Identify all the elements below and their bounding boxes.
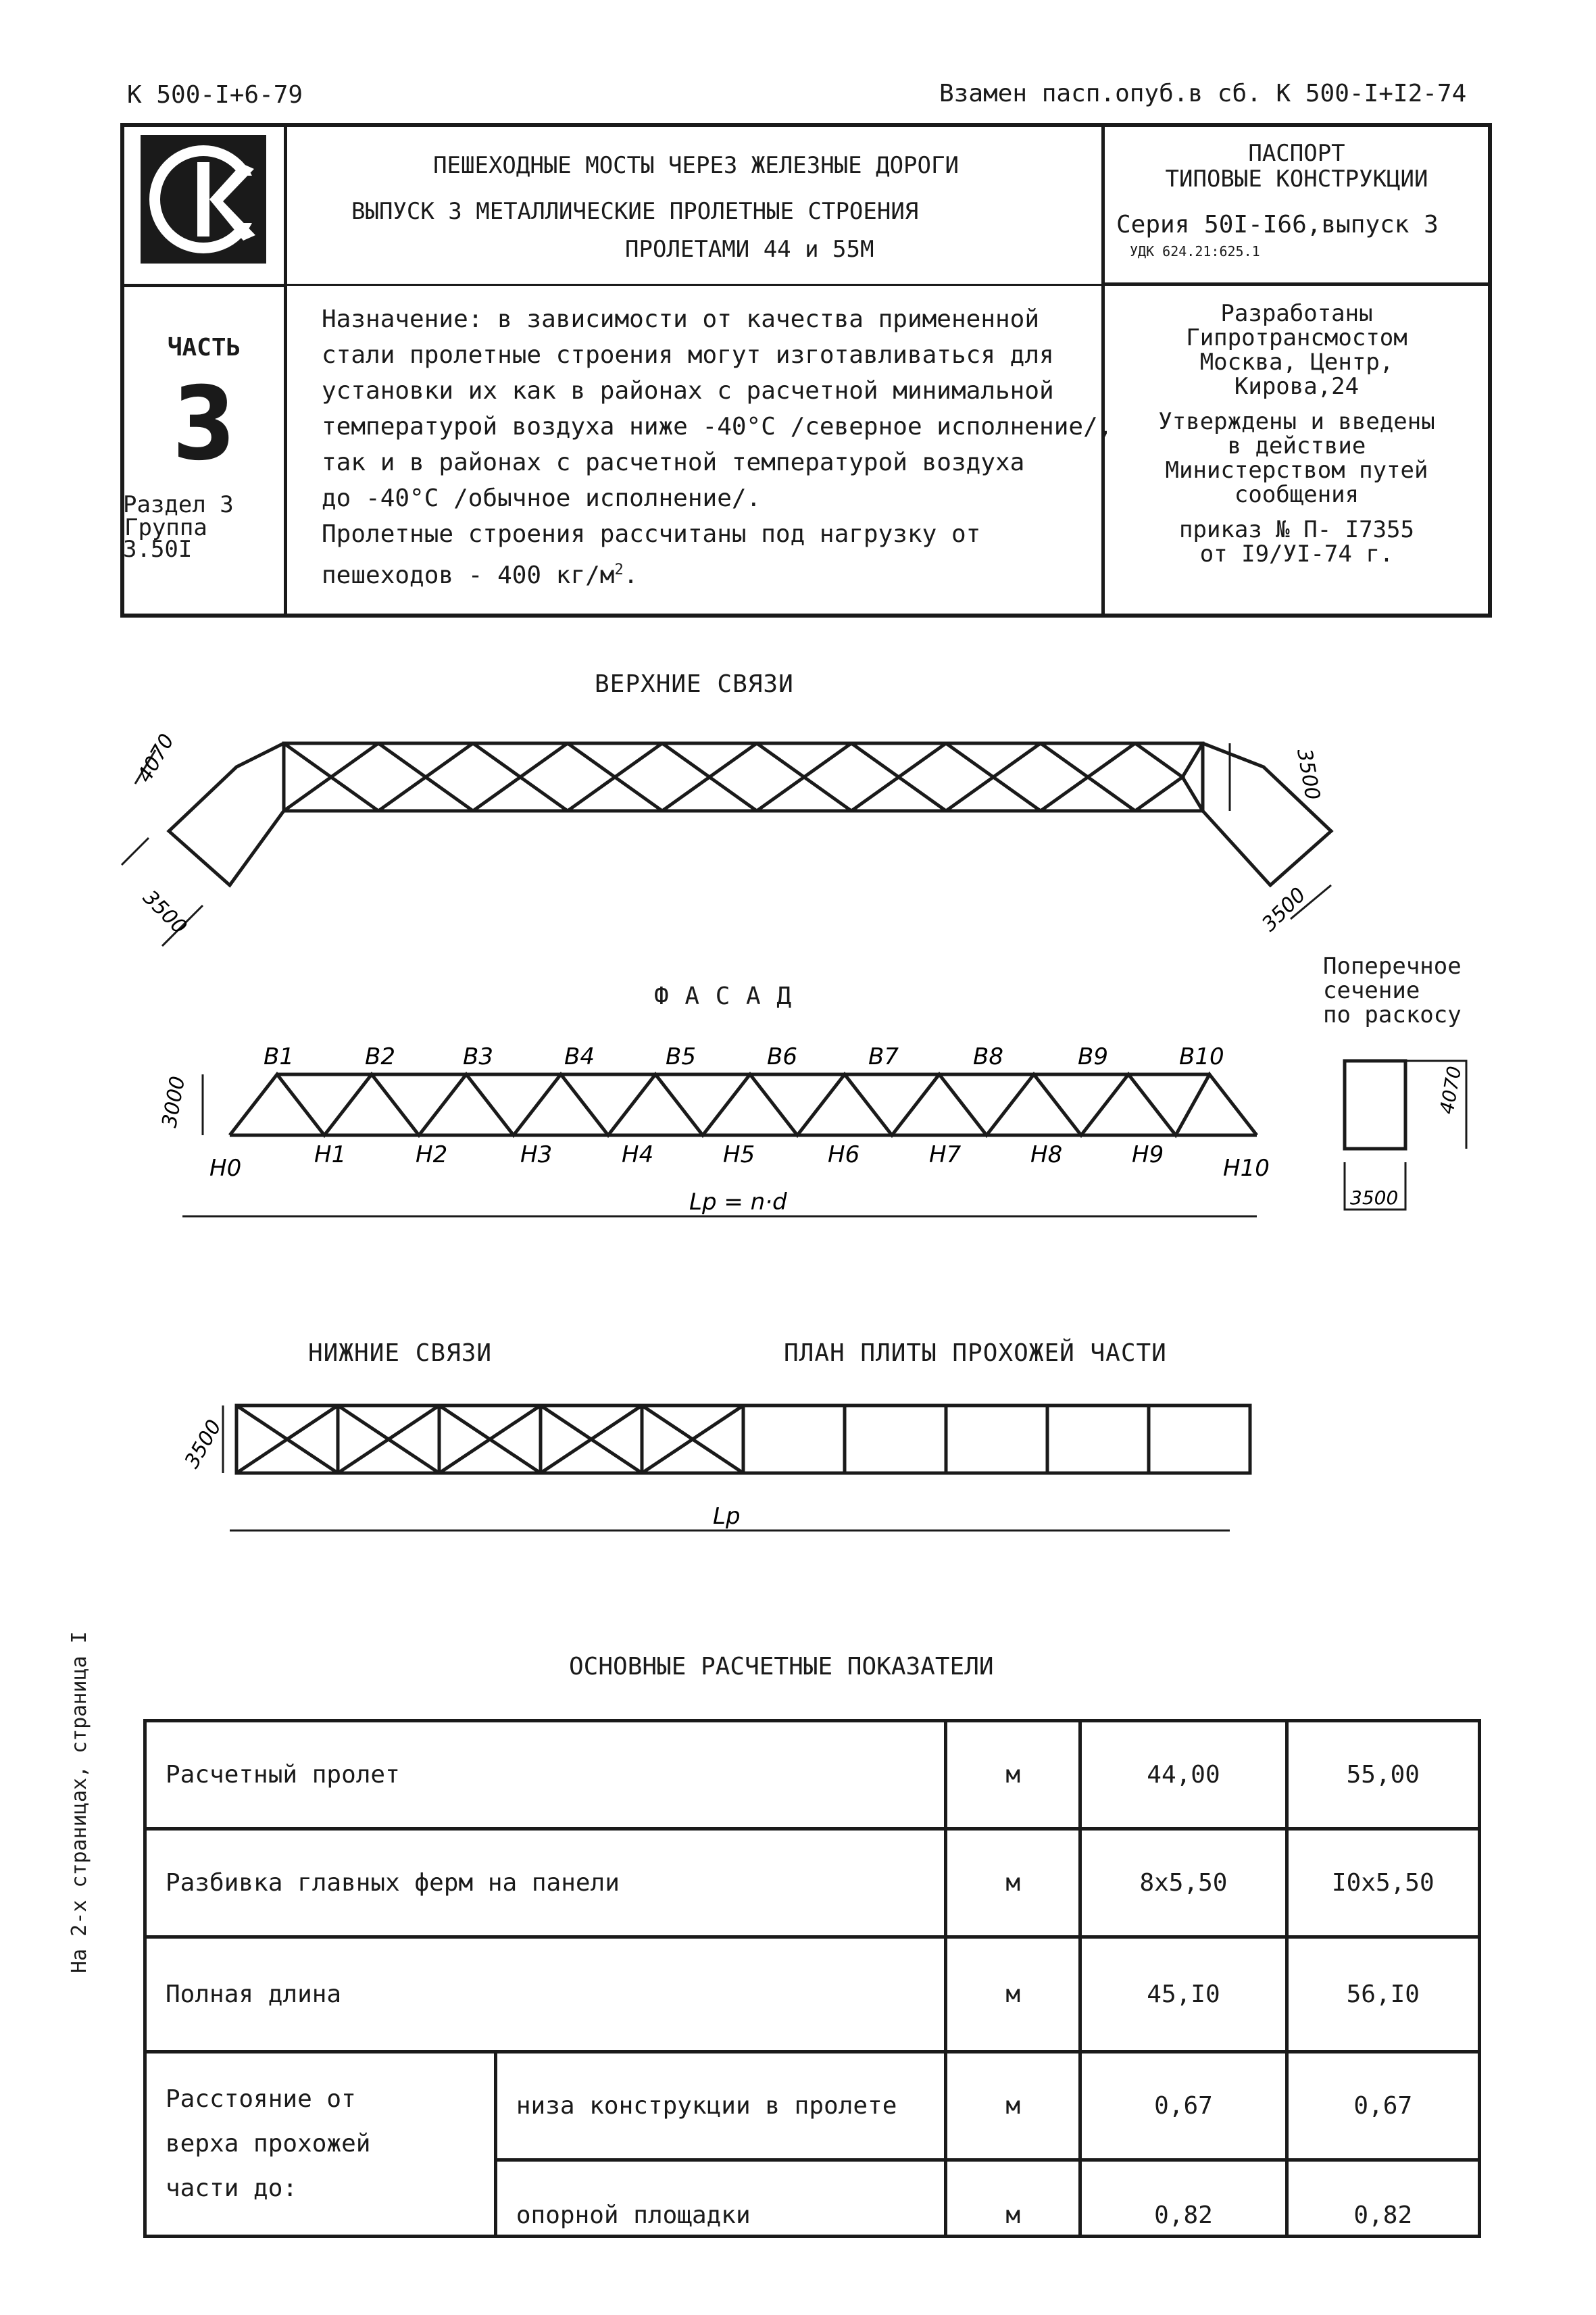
order-line: приказ № П- I7355 bbox=[1179, 516, 1414, 543]
upper-bracing-diagonals bbox=[284, 743, 1203, 811]
table-row bbox=[145, 2052, 1480, 2160]
upper-bracing-title: ВЕРХНИЕ СВЯЗИ bbox=[595, 670, 794, 698]
lower-bracing-drawing bbox=[162, 1392, 1270, 1541]
facade-bottom-node: Н2 bbox=[416, 1141, 448, 1168]
approved-line: в действие bbox=[1227, 432, 1366, 459]
row-unit: м bbox=[946, 1937, 1080, 2052]
upper-dim-left-w: 3500 bbox=[138, 885, 192, 939]
purpose-line: Назначение: в зависимости от качества примененной bbox=[322, 305, 1040, 333]
lower-bracing-length: Lp bbox=[713, 1503, 741, 1530]
facade-top-node: В10 bbox=[1179, 1043, 1224, 1070]
title-block-divider-mid-h bbox=[284, 284, 1103, 286]
developed-line: Москва, Центр, bbox=[1199, 349, 1394, 376]
row-value-55: 0,67 bbox=[1287, 2052, 1479, 2160]
row-value-55: 0,82 bbox=[1287, 2160, 1479, 2237]
order-date: от I9/УI-74 г. bbox=[1199, 541, 1394, 568]
purpose-text bbox=[322, 301, 1112, 593]
upper-bracing-left-end bbox=[169, 743, 284, 885]
cross-section-title-line: сечение bbox=[1323, 977, 1420, 1004]
facade-web bbox=[230, 1074, 1257, 1135]
facade-bottom-node: Н3 bbox=[520, 1141, 553, 1168]
part-label: ЧАСТЬ bbox=[167, 334, 241, 362]
group-label-line: части до: bbox=[166, 2174, 298, 2202]
upper-dim-left-h: 4070 bbox=[132, 730, 180, 787]
indicators-table bbox=[143, 1719, 1481, 2238]
facade-top-node: В9 bbox=[1078, 1043, 1108, 1070]
purpose-load-text: пешеходов - 400 кг/м bbox=[322, 562, 615, 589]
page-count-note: На 2-х страницах, страница I bbox=[68, 1631, 91, 1973]
row-name: Полная длина bbox=[145, 1937, 946, 2052]
table-row bbox=[145, 1937, 1480, 2052]
facade-bottom-node: Н6 bbox=[828, 1141, 860, 1168]
purpose-line: установки их как в районах с расчетной минимальной bbox=[322, 377, 1054, 405]
section-label: Раздел 3 bbox=[123, 491, 234, 518]
row-value-55: 55,00 bbox=[1287, 1721, 1479, 1829]
facade-top-node: В8 bbox=[973, 1043, 1003, 1070]
approved-line: Утверждены и введены bbox=[1158, 408, 1435, 435]
row-unit: м bbox=[946, 1721, 1080, 1829]
group-label-line: верха прохожей bbox=[166, 2130, 371, 2158]
facade-top-node: В7 bbox=[868, 1043, 899, 1070]
approved-line: сообщения bbox=[1234, 481, 1360, 508]
cross-section-outline bbox=[1345, 1061, 1405, 1149]
developed-block bbox=[1105, 301, 1488, 566]
upper-bracing-drawing bbox=[122, 703, 1378, 946]
facade-bottom-node: Н5 bbox=[723, 1141, 755, 1168]
title-line-2: ВЫПУСК 3 МЕТАЛЛИЧЕСКИЕ ПРОЛЕТНЫЕ СТРОЕНИЯ bbox=[351, 198, 919, 225]
purpose-load-exponent: 2 bbox=[614, 562, 624, 578]
purpose-line: так и в районах с расчетной температурой воздуха bbox=[322, 449, 1025, 476]
table-row bbox=[145, 1721, 1480, 1829]
purpose-line: Пролетные строения рассчитаны под нагрузку от bbox=[322, 520, 981, 548]
facade-top-node: В2 bbox=[365, 1043, 395, 1070]
lower-bracing-width: 3500 bbox=[180, 1416, 227, 1472]
facade-title: Ф А С А Д bbox=[654, 982, 793, 1010]
row-unit: м bbox=[946, 2052, 1080, 2160]
title-line-1: ПЕШЕХОДНЫЕ МОСТЫ ЧЕРЕЗ ЖЕЛЕЗНЫЕ ДОРОГИ bbox=[433, 152, 959, 179]
lower-bracing-title: НИЖНИЕ СВЯЗИ bbox=[308, 1339, 493, 1367]
deck-plan-panels bbox=[338, 1405, 1149, 1473]
udk: УДК 624.21:625.1 bbox=[1130, 243, 1260, 259]
row-value-44: 0,67 bbox=[1080, 2052, 1287, 2160]
sub-row-name: низа конструкции в пролете bbox=[495, 2052, 945, 2160]
developed-line: Разработаны bbox=[1220, 300, 1373, 327]
facade-bottom-node: Н9 bbox=[1132, 1141, 1164, 1168]
purpose-line: стали пролетные строения могут изготавливаться для bbox=[322, 341, 1054, 369]
cross-section-drawing bbox=[1331, 1047, 1493, 1223]
facade-bottom-node: Н0 bbox=[209, 1155, 242, 1182]
title-line-3: ПРОЛЕТАМИ 44 и 55М bbox=[625, 236, 874, 263]
table-row bbox=[145, 1829, 1480, 1937]
series: Серия 50I-I66,выпуск 3 bbox=[1116, 211, 1439, 239]
replaces-note: Взамен пасп.опуб.в сб. К 500-I+I2-74 bbox=[939, 80, 1467, 107]
ck-logo-icon bbox=[141, 135, 266, 264]
developed-line: Кирова,24 bbox=[1234, 373, 1360, 400]
title-block-divider-left-h bbox=[120, 284, 286, 287]
purpose-line-last bbox=[322, 552, 1112, 593]
indicators-title: ОСНОВНЫЕ РАСЧЕТНЫЕ ПОКАЗАТЕЛИ bbox=[569, 1653, 994, 1681]
facade-bottom-node: Н7 bbox=[929, 1141, 962, 1168]
facade-height-dim: 3000 bbox=[157, 1074, 191, 1130]
row-value-44: 0,82 bbox=[1080, 2160, 1287, 2237]
row-value-55: I0х5,50 bbox=[1287, 1829, 1479, 1937]
cross-section-height: 4070 bbox=[1435, 1064, 1466, 1116]
cross-section-title-line: Поперечное bbox=[1323, 953, 1462, 980]
purpose-line: температурой воздуха ниже -40°С /северное исполнение/, bbox=[322, 413, 1113, 441]
facade-bottom-node: Н1 bbox=[314, 1141, 347, 1168]
group-label-line: Расстояние от bbox=[166, 2085, 356, 2113]
row-value-55: 56,I0 bbox=[1287, 1937, 1479, 2052]
facade-top-node: В1 bbox=[264, 1043, 294, 1070]
group-number: 3.50I bbox=[123, 536, 193, 563]
row-value-44: 45,I0 bbox=[1080, 1937, 1287, 2052]
facade-drawing bbox=[157, 1034, 1270, 1237]
purpose-load-period: . bbox=[623, 562, 639, 589]
part-number: 3 bbox=[172, 366, 236, 483]
row-unit: м bbox=[946, 2160, 1080, 2237]
facade-top-node: В5 bbox=[666, 1043, 696, 1070]
cross-section-width: 3500 bbox=[1350, 1187, 1399, 1209]
purpose-line: до -40°С /обычное исполнение/. bbox=[322, 484, 762, 512]
sub-row-name: опорной площадки bbox=[495, 2160, 945, 2237]
row-unit: м bbox=[946, 1829, 1080, 1937]
row-name: Разбивка главных ферм на панели bbox=[145, 1829, 946, 1937]
facade-bottom-node: Н8 bbox=[1030, 1141, 1063, 1168]
facade-bottom-node: Н4 bbox=[622, 1141, 654, 1168]
facade-length-label: Lp = n·d bbox=[689, 1189, 787, 1216]
group-label: Группа bbox=[124, 514, 207, 541]
row-value-44: 8х5,50 bbox=[1080, 1829, 1287, 1937]
document-code: К 500-I+6-79 bbox=[127, 81, 303, 109]
approved-line: Министерством путей bbox=[1165, 457, 1428, 484]
developed-line: Гипротрансмостом bbox=[1186, 324, 1407, 351]
deck-plan-title: ПЛАН ПЛИТЫ ПРОХОЖЕЙ ЧАСТИ bbox=[784, 1339, 1167, 1367]
cross-section-title bbox=[1323, 954, 1462, 1027]
logo bbox=[141, 135, 266, 264]
title-block-divider-left bbox=[284, 123, 287, 618]
passport-subtitle: ТИПОВЫЕ КОНСТРУКЦИИ bbox=[1165, 166, 1428, 193]
row-name: Расчетный пролет bbox=[145, 1721, 946, 1829]
upper-dim-right-h: 3500 bbox=[1292, 747, 1324, 802]
upper-dim-right-w: 3500 bbox=[1257, 882, 1311, 937]
passport-title: ПАСПОРТ bbox=[1248, 140, 1345, 167]
title-block-divider-right-h bbox=[1101, 282, 1492, 286]
row-value-44: 44,00 bbox=[1080, 1721, 1287, 1829]
facade-bottom-node: Н10 bbox=[1223, 1155, 1270, 1182]
lower-bracing-diagonals bbox=[236, 1405, 743, 1473]
facade-top-node: В4 bbox=[564, 1043, 595, 1070]
facade-top-node: В6 bbox=[767, 1043, 797, 1070]
cross-section-title-line: по раскосу bbox=[1323, 1001, 1462, 1028]
group-label-cell bbox=[145, 2052, 496, 2237]
facade-top-node: В3 bbox=[463, 1043, 493, 1070]
